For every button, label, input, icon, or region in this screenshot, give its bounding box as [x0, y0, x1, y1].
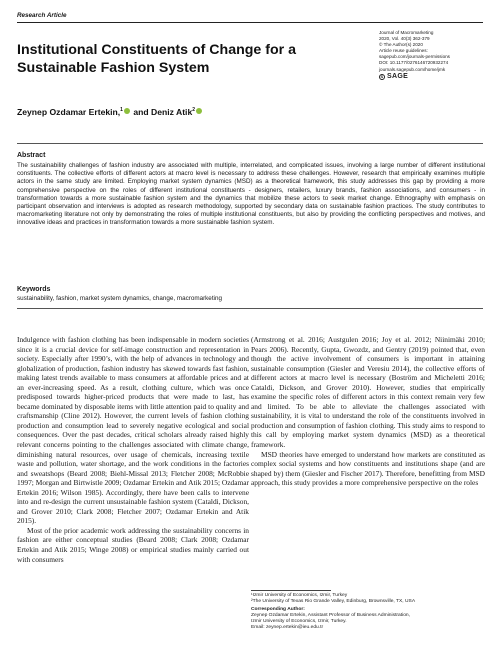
- journal-volume: 2020, Vol. 40(3) 362-379: [379, 36, 430, 42]
- article-title: Institutional Constituents of Change for a Sustainable Fashion System: [17, 42, 297, 76]
- top-divider: [17, 22, 483, 23]
- orcid-icon[interactable]: [124, 108, 130, 114]
- orcid-icon[interactable]: [196, 108, 202, 114]
- journal-home-link[interactable]: journals.sagepub.com/home/jmk: [379, 66, 446, 72]
- corresponding-author-line: Zeynep Ozdamar Ertekin, Assistant Professor of Business Administration,: [251, 613, 411, 619]
- corresponding-author-line: Izmir University of Economics, Izmir, Turkey.: [251, 619, 347, 625]
- copyright-line: © The Author(s) 2020: [379, 42, 423, 48]
- article-type-label: Research Article: [17, 12, 67, 19]
- sage-logo: [379, 74, 489, 80]
- reuse-guidelines-label: Article reuse guidelines:: [379, 48, 428, 54]
- abstract-divider: [17, 143, 483, 144]
- abstract-text: The sustainability challenges of fashion industry are associated with multiple, interrelated, and complicated issues, involving a large number of different institutional constituents. The collective efforts of different actors at macro level is necessary to address these challenges. However, research that empirically examines multiple actors in the same study are limited. Employing market system dynamics (MSD) as a theoretical framework, this study addresses this gap by providing a more comprehensive perspective on the roles of different institutional constituents - designers, retailers, luxury brands, fashion associations, and consumers - in transformation towards a more sustainable fashion system and the dynamics that mobilize these actors to seek market change. Ethnography with emphasis on participant observation and interviews is adopted as research methodology, supported by secondary data on sustainable fashion practices. The study contributes to macromarketing literature not only by demonstrating the roles of multiple institutional constituents, but also by providing the conflicting perspectives and motives, and innovative ideas and practices in transformation towards a more sustainable fashion system.: [17, 162, 485, 227]
- body-paragraph: (Armstrong et al. 2016; Austgulen 2016; Joy et al. 2012; Niinimäki 2010; Pears 2006). Recently, Gupta, Gwozdz, and Gentry (2019) pointed that, even though the active involvement of consumers is important in attaining sustainable consumption (Giesler and Veresiu 2014), the collective efforts of different actors at macro level is necessary (Boström and Micheletti 2016; Cataldi, Dickson, and Grover 2010). However, studies that empirically examine the specific roles of different actors in this context remain very few and limited. To be able to alleviate the challenges associated with sustainability, it is vital to understand the role of the constituents involved in production and consumption of fashion clothing. This study aims to respond to this call by employing market system dynamics (MSD) as a theoretical framework.: [251, 335, 485, 450]
- affiliation-1: ¹Izmir University of Economics, Izmir, Turkey: [251, 593, 348, 598]
- corresponding-author-email[interactable]: Email: zeynep.ertekin@ieu.edu.tr: [251, 625, 324, 631]
- body-paragraph: Indulgence with fashion clothing has been indispensable in modern societies since it is a crucial device for self-image construction and representation in society. Especially after 1990’s, with the help of advances in technology and globalization of production, fashion industry has skewed towards fast fashion, making latest trends available to mass consumers at affordable prices and at an ever-increasing speed. As a result, clothing culture, which was once predisposed towards higher-priced products that were made to last, has became dominated by disposable items with little attention paid to quality and craftsmanship (Cline 2012). However, the current levels of fashion clothing production and consumption lead to severely negative ecological and social consequences. Over the past decades, critical scholars already raised highly relevant concerns pointing to the challenges associated with climate change, diminishing natural resources, over usage of chemicals, increasing textile waste and pollution, water shortage, and the work conditions in the factories and sweatshops (Beard 2008; Biehl-Missal 2013; Fletcher 2008; McRobbie 1997; Morgan and Birtwistle 2009; Ozdamar Ertekin and Atik 2015; Ozdamar Ertekin 2016; Wilson 1985). Accordingly, there have been calls to intervene into and re-design the current unsustainable fashion system (Cataldi, Dickson, and Grover 2010; Clark 2008; Fletcher 2007; Ozdamar Ertekin and Atik 2015).: [17, 335, 249, 526]
- author-1-affil: 1: [120, 107, 123, 114]
- body-divider: [17, 308, 483, 309]
- sage-circle-icon: S: [380, 73, 384, 79]
- journal-meta-block: [379, 30, 489, 80]
- sage-logo-text: SAGE: [387, 72, 409, 80]
- permissions-link[interactable]: sagepub.com/journals-permissions: [379, 54, 450, 60]
- author-line: [17, 107, 203, 117]
- keywords-text: sustainability, fashion, market system dynamics, change, macromarketing: [17, 295, 222, 302]
- corresponding-author-heading: Corresponding Author:: [251, 607, 305, 613]
- body-paragraph: Most of the prior academic work addressing the sustainability concerns in fashion are either conceptual studies (Beard 2008; Clark 2008; Ozdamar Ertekin and Atik 2015; Winge 2008) or empirical studies mainly carried out with consumers: [17, 525, 249, 564]
- keywords-heading: Keywords: [17, 286, 51, 293]
- abstract-heading: Abstract: [17, 152, 46, 159]
- journal-name: Journal of Macromarketing: [379, 30, 434, 35]
- body-left-column: [17, 335, 249, 564]
- footnotes-block: [251, 593, 485, 632]
- author-1-name: Zeynep Ozdamar Ertekin,: [17, 107, 121, 117]
- body-right-column: [251, 335, 485, 488]
- affiliation-2: ²The University of Texas Rio Grande Valley, Edinburg, Brownsville, TX, USA: [251, 599, 416, 605]
- body-paragraph: MSD theories have emerged to understand how markets are constituted as complex social systems and how constituents and institutions shape (and are shaped by) them (Giesler and Fischer 2017). Therefore, benefitting from MSD approach, this study provides a more comprehensive perspective on the roles: [251, 449, 485, 488]
- doi-link[interactable]: DOI: 10.1177/0276146720932274: [379, 60, 449, 66]
- footnote-divider: [251, 590, 331, 591]
- author-connector: and Deniz Atik: [130, 107, 193, 117]
- author-2-affil: 2: [192, 107, 196, 114]
